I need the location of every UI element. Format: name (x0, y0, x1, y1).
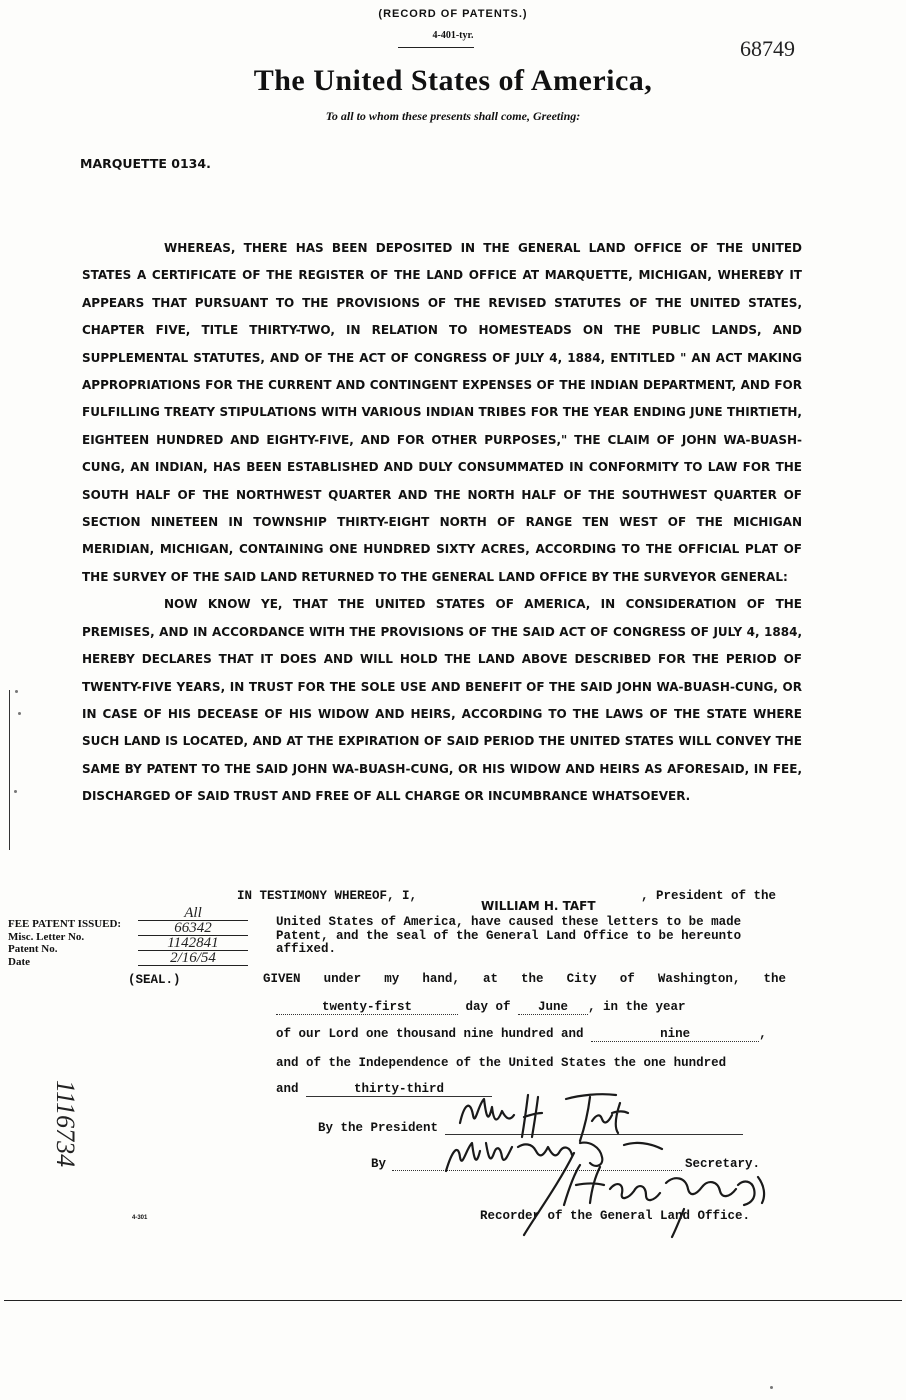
scan-speck (18, 712, 21, 715)
given-word: the (521, 972, 544, 986)
president-name: WILLIAM H. TAFT (481, 899, 596, 913)
given-word: under (323, 972, 362, 986)
given-word: at (482, 972, 498, 986)
misc-letter-label: Misc. Letter No. (8, 930, 85, 943)
patent-no-value: 1142841 (138, 936, 248, 951)
lord-text: of our Lord one thousand nine hundred and (276, 1027, 584, 1041)
margin-rule (9, 690, 10, 850)
caused-letters-text: United States of America, have caused these letters to be made Patent, and the seal of the General Land Office to be hereunto affixed. (276, 915, 742, 956)
president-title: , President of the (641, 889, 777, 903)
fee-patent-values (138, 906, 248, 966)
and-word: and (276, 1082, 299, 1096)
independence-text: and of the Independence of the United States the one hundred (276, 1056, 727, 1070)
given-word: Washington, (657, 972, 741, 986)
whereas-paragraph: WHEREAS, THERE HAS BEEN DEPOSITED IN THE GENERAL LAND OFFICE OF THE UNITED STATES A CERTIFICATE OF THE REGISTER OF THE LAND OFFICE AT MARQUETTE, MICHIGAN, WHEREBY IT APPEARS THAT PURSUANT TO THE PROVISIONS OF THE REVISED STATUTES OF THE UNITED STATES, CHAPTER FIVE, TITLE THIRTY-TWO, IN RELATION TO HOMESTEADS ON THE PUBLIC LANDS, AND SUPPLEMENTAL STATUTES, AND OF THE ACT OF CONGRESS OF JULY 4, 1884, ENTITLED " AN ACT MAKING APPROPRIATIONS FOR THE CURRENT AND CONTINGENT EXPENSES OF THE INDIAN DEPARTMENT, AND FOR FULFILLING TREATY STIPULATIONS WITH VARIOUS INDIAN TRIBES FOR THE YEAR ENDING JUNE THIRTIETH, EIGHTEEN HUNDRED AND EIGHTY-FIVE, AND FOR OTHER PURPOSES," THE CLAIM OF JOHN WA-BUASH-CUNG, AN INDIAN, HAS BEEN ESTABLISHED AND DULY CONSUMMATED IN CONFORMITY TO LAW FOR THE SOUTH HALF OF THE NORTHWEST QUARTER AND THE NORTH HALF OF THE SOUTHWEST QUARTER OF SECTION NINETEEN IN TOWNSHIP THIRTY-EIGHT NORTH OF RANGE TEN WEST OF THE MICHIGAN MERIDIAN, MICHIGAN, CONTAINING ONE HUNDRED SIXTY ACRES, ACCORDING TO THE OFFICIAL PLAT OF THE SURVEY OF THE SAID LAND RETURNED TO THE GENERAL LAND OFFICE BY THE SURVEYOR GENERAL: (82, 241, 802, 584)
handwritten-margin-number: 1116734 (51, 1080, 80, 1168)
given-word: of (619, 972, 635, 986)
month-value: June (518, 1000, 588, 1015)
scan-speck (770, 1386, 773, 1389)
independence-value: thirty-third (306, 1082, 492, 1097)
fee-patent-issued-value: All (138, 906, 248, 921)
in-the-year-text: , in the year (588, 1000, 686, 1014)
given-word: the (763, 972, 786, 986)
form-number: 4-401-tyr. (432, 30, 474, 41)
fee-patent-issued-label: FEE PATENT ISSUED: (8, 918, 122, 930)
year-value: nine (591, 1027, 759, 1042)
scan-speck (14, 790, 17, 793)
by-label: By (371, 1157, 387, 1171)
bottom-border (4, 1300, 902, 1301)
secretary-signature (446, 1143, 662, 1235)
document-id: MARQUETTE 0134. (80, 156, 211, 171)
patent-no-label: Patent No. (8, 943, 58, 955)
form-number-underline (398, 47, 474, 48)
misc-letter-value: 66342 (138, 921, 248, 936)
given-line (263, 972, 786, 986)
document-title: The United States of America, (253, 64, 653, 97)
testimony-intro: IN TESTIMONY WHEREOF, I, (237, 889, 418, 903)
recorder-label: Recorder of the General Land Office. (480, 1209, 751, 1223)
given-word: City (566, 972, 597, 986)
date-value: 2/16/54 (138, 951, 248, 966)
day-value: twenty-first (276, 1000, 458, 1015)
recorder-signature (564, 1165, 764, 1237)
year-line (276, 1027, 786, 1042)
scan-speck (15, 690, 18, 693)
given-word: hand, (422, 972, 460, 986)
now-know-ye-paragraph: NOW KNOW YE, THAT THE UNITED STATES OF AMERICA, IN CONSIDERATION OF THE PREMISES, AND IN ACCORDANCE WITH THE PROVISIONS OF THE SAID ACT OF CONGRESS OF JULY 4, 1884, HEREBY DECLARES THAT IT DOES AND WILL HOLD THE LAND ABOVE DESCRIBED FOR THE PERIOD OF TWENTY-FIVE YEARS, IN TRUST FOR THE SOLE USE AND BENEFIT OF THE SAID JOHN WA-BUASH-CUNG, OR IN CASE OF HIS DECEASE OF HIS WIDOW AND HEIRS, ACCORDING TO THE LAWS OF THE STATE WHERE SUCH LAND IS LOCATED, AND AT THE EXPIRATION OF SAID PERIOD THE UNITED STATES WILL CONVEY THE SAME BY PATENT TO THE SAID JOHN WA-BUASH-CUNG, OR HIS WIDOW AND HEIRS AS AFORESAID, IN FEE, DISCHARGED OF SAID TRUST AND FREE OF ALL CHARGE OR INCUMBRANCE WHATSOEVER. (82, 597, 802, 804)
day-of-text: day of (465, 1000, 511, 1014)
president-signature (460, 1094, 628, 1141)
greeting-line: To all to whom these presents shall come, Greeting: (325, 109, 581, 123)
given-word: GIVEN (263, 972, 301, 986)
secretary-label: Secretary. (685, 1157, 761, 1171)
serial-number: 68749 (740, 36, 795, 61)
patent-body (82, 235, 802, 811)
handwritten-signatures (440, 1085, 780, 1245)
day-line (276, 1000, 786, 1015)
date-label: Date (8, 955, 30, 968)
year-end-punct: , (759, 1027, 767, 1041)
record-of-patents-label: (RECORD OF PATENTS.) (378, 8, 528, 20)
given-word: my (384, 972, 400, 986)
by-the-president-label: By the President (318, 1121, 439, 1135)
seal-label: (SEAL.) (128, 973, 181, 987)
fee-patent-labels (8, 918, 121, 968)
footer-form-code: 4-301 (132, 1215, 148, 1221)
